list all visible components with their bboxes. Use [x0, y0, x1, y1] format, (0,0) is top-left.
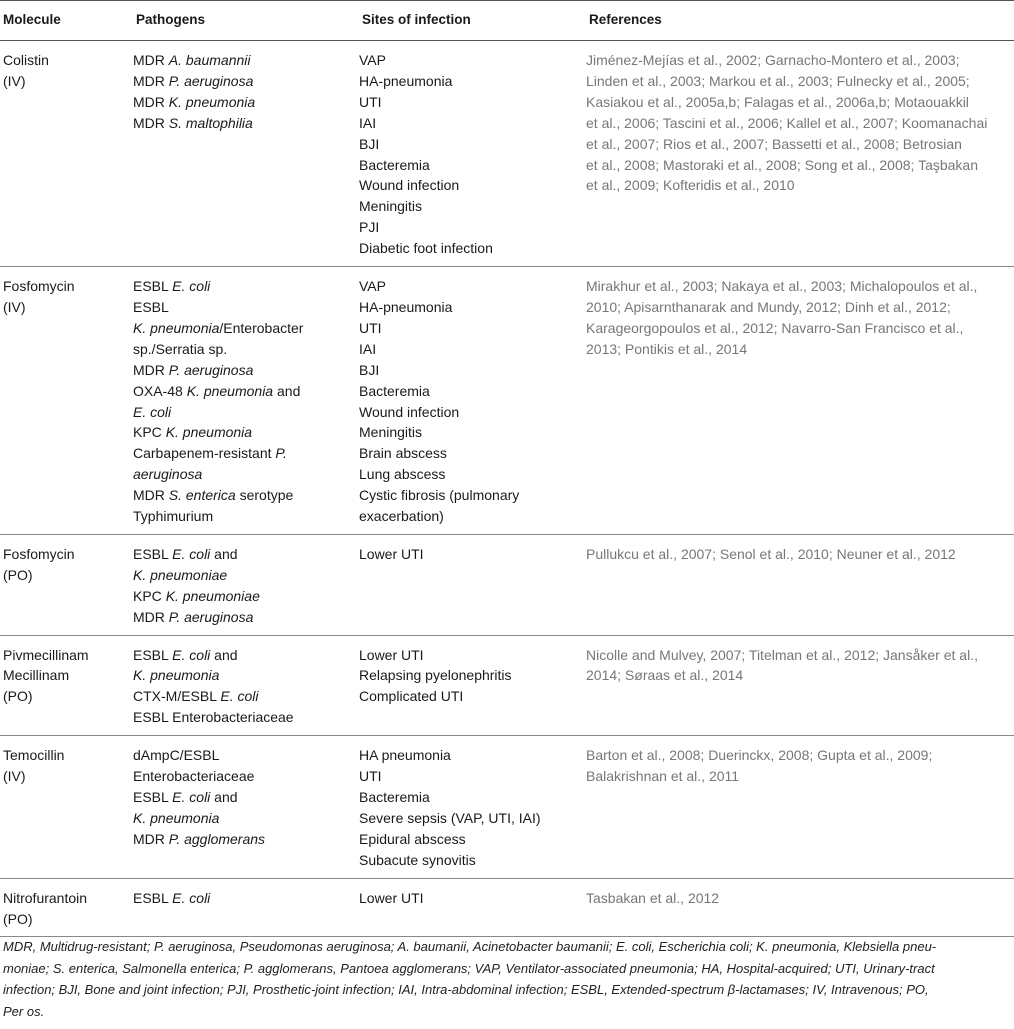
pathogen-prefix: OXA-48	[133, 382, 187, 399]
site-line: Lung abscess	[359, 466, 446, 483]
site-line: UTI	[359, 768, 382, 785]
pathogen-line	[133, 92, 359, 113]
reference-line: et al., 2009; Kofteridis et al., 2010	[586, 177, 795, 194]
pathogen-species: P.	[275, 445, 287, 462]
pathogen-prefix: MDR	[133, 830, 169, 847]
pathogen-species: K. pneumoniae	[133, 566, 228, 583]
pathogens-cell	[133, 267, 359, 535]
pathogen-species: aeruginosa	[133, 466, 203, 483]
references-cell	[586, 635, 1014, 736]
reference-line: et al., 2008; Mastoraki et al., 2008; Song et al., 2008; Taşbakan	[586, 156, 978, 173]
site-line: Severe sepsis (VAP, UTI, IAI)	[359, 809, 541, 826]
pathogen-line	[133, 745, 359, 766]
pathogen-prefix: ESBL Enterobacteriaceae	[133, 709, 294, 726]
molecule-line: (IV)	[3, 768, 26, 785]
site-line: PJI	[359, 219, 380, 236]
site-line: Meningitis	[359, 424, 423, 441]
pathogen-line	[133, 276, 359, 297]
pathogen-line	[133, 707, 359, 728]
site-line: Wound infection	[359, 403, 460, 420]
site-line: UTI	[359, 93, 382, 110]
pathogen-species: E. coli	[172, 278, 211, 295]
molecule-line: (PO)	[3, 566, 33, 583]
molecule-line: Pivmecillinam	[3, 646, 89, 663]
site-line: Relapsing pyelonephritis	[359, 667, 512, 684]
molecule-line: Mecillinam	[3, 667, 70, 684]
pathogen-species: K. pneumonia	[133, 667, 220, 684]
table-row	[0, 267, 1014, 535]
site-line: Complicated UTI	[359, 688, 464, 705]
molecule-cell	[0, 878, 133, 937]
table-body	[0, 41, 1014, 937]
table-header	[0, 1, 1014, 41]
site-line: Bacteremia	[359, 156, 430, 173]
pathogens-cell	[133, 635, 359, 736]
pathogen-line	[133, 297, 359, 318]
molecule-line: (IV)	[3, 298, 26, 315]
sites-cell	[359, 41, 586, 267]
pathogen-line	[133, 645, 359, 666]
pathogen-prefix: CTX-M/ESBL	[133, 688, 221, 705]
pathogen-prefix: ESBL	[133, 545, 173, 562]
reference-line: et al., 2006; Tascini et al., 2006; Kallel et al., 2007; Koomanachai	[586, 114, 988, 131]
pathogen-line	[133, 565, 359, 586]
pathogen-line	[133, 318, 359, 339]
pathogen-suffix: and	[210, 545, 238, 562]
pathogen-line	[133, 50, 359, 71]
reference-line: Mirakhur et al., 2003; Nakaya et al., 2003; Michalopoulos et al.,	[586, 278, 978, 295]
reference-line: Tasbakan et al., 2012	[586, 889, 720, 906]
site-line: VAP	[359, 52, 386, 68]
references-cell	[586, 41, 1014, 267]
pathogen-prefix: Typhimurium	[133, 508, 214, 525]
reference-line: Kasiakou et al., 2005a,b; Falagas et al., 2006a,b; Motaouakkil	[586, 93, 969, 110]
molecule-line: (PO)	[3, 688, 33, 705]
table-row	[0, 878, 1014, 937]
pathogen-line	[133, 506, 359, 527]
pathogens-cell	[133, 41, 359, 267]
reference-line: Jiménez-Mejías et al., 2002; Garnacho-Montero et al., 2003;	[586, 52, 960, 68]
site-line: Diabetic foot infection	[359, 240, 493, 257]
site-line: UTI	[359, 319, 382, 336]
header-sites: Sites of infection	[359, 1, 586, 41]
pathogen-line	[133, 787, 359, 808]
site-line: HA pneumonia	[359, 747, 451, 764]
table-footnote	[3, 936, 1011, 1022]
molecule-line: Nitrofurantoin	[3, 889, 88, 906]
molecule-line: Colistin	[3, 52, 49, 68]
table-row	[0, 736, 1014, 878]
pathogen-species: E. coli	[220, 688, 259, 705]
site-line: BJI	[359, 361, 380, 378]
site-line: Wound infection	[359, 177, 460, 194]
pathogens-cell	[133, 878, 359, 937]
pathogen-line	[133, 464, 359, 485]
pathogen-species: S. maltophilia	[168, 114, 253, 131]
references-cell	[586, 267, 1014, 535]
pathogen-species: S. enterica	[168, 487, 236, 504]
pathogen-prefix: Carbapenem-resistant	[133, 445, 276, 462]
reference-line: Linden et al., 2003; Markou et al., 2003; Fulnecky et al., 2005;	[586, 72, 970, 89]
header-references: References	[586, 1, 1014, 41]
site-line: Meningitis	[359, 198, 423, 215]
pathogen-line	[133, 443, 359, 464]
site-line: Bacteremia	[359, 789, 430, 805]
references-cell	[586, 878, 1014, 937]
footnote-line: moniae; S. enterica, Salmonella enterica; P. agglomerans, Pantoea agglomerans; VAP, Ventilator-associated pneumonia; HA, Hospital-acquired; UTI, Urinary-tract	[3, 960, 935, 976]
pathogen-line	[133, 485, 359, 506]
pathogen-suffix: /Enterobacter	[219, 319, 304, 336]
pathogens-cell	[133, 534, 359, 635]
molecule-line: Fosfomycin	[3, 278, 75, 295]
pathogen-species: E. coli	[172, 646, 211, 663]
molecule-cell	[0, 267, 133, 535]
sites-cell	[359, 635, 586, 736]
pathogen-species: K. pneumonia	[133, 809, 220, 826]
site-line: Cystic fibrosis (pulmonary	[359, 487, 520, 504]
header-pathogens: Pathogens	[133, 1, 359, 41]
reference-line: Pullukcu et al., 2007; Senol et al., 2010; Neuner et al., 2012	[586, 545, 956, 562]
pathogen-species: K. pneumoniae	[165, 587, 260, 604]
table-row	[0, 41, 1014, 267]
reference-line: et al., 2007; Rios et al., 2007; Bassetti et al., 2008; Betrosian	[586, 135, 962, 152]
pathogen-line	[133, 402, 359, 423]
pathogen-species: E. coli	[133, 403, 172, 420]
pathogen-line	[133, 808, 359, 829]
pathogen-prefix: MDR	[133, 487, 169, 504]
pathogen-line	[133, 381, 359, 402]
site-line: VAP	[359, 278, 386, 295]
header-molecule: Molecule	[0, 1, 133, 41]
molecule-cell	[0, 41, 133, 267]
pathogen-species: K. pneumonia	[165, 424, 253, 441]
reference-line: Nicolle and Mulvey, 2007; Titelman et al., 2012; Jansåker et al.,	[586, 646, 978, 663]
table-row	[0, 534, 1014, 635]
site-line: Lower UTI	[359, 545, 424, 562]
pathogen-prefix: dAmpC/ESBL	[133, 747, 220, 764]
footnote-line: MDR, Multidrug-resistant; P. aeruginosa, Pseudomonas aeruginosa; A. baumanii, Acinetobacter baumanii; E. coli, Escherichia coli; K. pneumonia, Klebsiella pneu-	[3, 939, 937, 954]
pathogen-line	[133, 544, 359, 565]
reference-line: Balakrishnan et al., 2011	[586, 768, 740, 785]
pathogen-line	[133, 113, 359, 134]
pathogen-prefix: MDR	[133, 114, 169, 131]
pathogen-line	[133, 607, 359, 628]
pathogen-prefix: MDR	[133, 72, 169, 89]
footnote-line: infection; BJI, Bone and joint infection; PJI, Prosthetic-joint infection; IAI, Intra-abdominal infection; ESBL, Extended-spectrum β-lactamases; IV, Intravenous; PO,	[3, 982, 929, 997]
pathogen-species: P. agglomerans	[168, 830, 266, 847]
reference-line: Karageorgopoulos et al., 2012; Navarro-San Francisco et al.,	[586, 319, 964, 336]
site-line: Subacute synovitis	[359, 851, 476, 868]
pathogen-species: K. pneumonia	[133, 319, 220, 336]
site-line: exacerbation)	[359, 508, 444, 525]
pathogen-species: A. baumannii	[168, 52, 251, 68]
molecule-line: (PO)	[3, 910, 33, 927]
pathogen-prefix: MDR	[133, 608, 169, 625]
pathogen-suffix: and	[210, 646, 238, 663]
pathogen-line	[133, 71, 359, 92]
references-cell	[586, 736, 1014, 878]
molecule-line: Temocillin	[3, 747, 65, 764]
site-line: HA-pneumonia	[359, 298, 453, 315]
site-line: Lower UTI	[359, 646, 424, 663]
molecule-line: (IV)	[3, 72, 26, 89]
pathogen-prefix: MDR	[133, 52, 169, 68]
pathogen-prefix: KPC	[133, 587, 166, 604]
sites-cell	[359, 534, 586, 635]
pathogen-species: K. pneumonia	[186, 382, 274, 399]
pathogen-prefix: ESBL	[133, 278, 173, 295]
pathogen-line	[133, 766, 359, 787]
site-line: IAI	[359, 114, 377, 131]
sites-cell	[359, 878, 586, 937]
site-line: HA-pneumonia	[359, 72, 453, 89]
pathogen-suffix: serotype	[235, 487, 294, 504]
pathogen-line	[133, 686, 359, 707]
reference-line: 2010; Apisarnthanarak and Mundy, 2012; Dinh et al., 2012;	[586, 298, 951, 315]
pathogen-line	[133, 888, 359, 909]
pathogen-species: P. aeruginosa	[168, 608, 254, 625]
pathogen-line	[133, 665, 359, 686]
pathogen-prefix: MDR	[133, 93, 169, 110]
pathogen-prefix: ESBL	[133, 646, 173, 663]
site-line: Brain abscess	[359, 445, 447, 462]
molecule-cell	[0, 534, 133, 635]
pathogen-species: E. coli	[172, 789, 211, 805]
pathogen-species: P. aeruginosa	[168, 72, 254, 89]
reference-line: 2014; Søraas et al., 2014	[586, 667, 744, 684]
site-line: Bacteremia	[359, 382, 430, 399]
pathogen-species: P. aeruginosa	[168, 361, 254, 378]
molecule-cell	[0, 635, 133, 736]
site-line: Epidural abscess	[359, 830, 466, 847]
pathogens-cell	[133, 736, 359, 878]
site-line: BJI	[359, 135, 380, 152]
site-line: IAI	[359, 340, 377, 357]
pathogen-prefix: ESBL	[133, 789, 173, 805]
sites-cell	[359, 736, 586, 878]
pathogen-prefix: sp./Serratia sp.	[133, 340, 228, 357]
pathogen-line	[133, 586, 359, 607]
pathogen-prefix: MDR	[133, 361, 169, 378]
pathogen-line	[133, 829, 359, 850]
reference-line: Barton et al., 2008; Duerinckx, 2008; Gupta et al., 2009;	[586, 747, 933, 764]
pathogen-species: K. pneumonia	[168, 93, 256, 110]
pathogen-line	[133, 339, 359, 360]
footnote-line: Per os.	[3, 1003, 45, 1019]
pathogen-line	[133, 360, 359, 381]
pathogen-prefix: Enterobacteriaceae	[133, 768, 255, 785]
reference-line: 2013; Pontikis et al., 2014	[586, 340, 748, 357]
pathogen-suffix: and	[210, 789, 238, 805]
pathogen-suffix: and	[273, 382, 301, 399]
pathogen-species: E. coli	[172, 889, 211, 906]
pathogen-species: E. coli	[172, 545, 211, 562]
sites-cell	[359, 267, 586, 535]
pathogen-line	[133, 422, 359, 443]
pathogen-prefix: ESBL	[133, 889, 173, 906]
table-row	[0, 635, 1014, 736]
molecule-line: Fosfomycin	[3, 545, 75, 562]
molecule-cell	[0, 736, 133, 878]
header-row	[0, 1, 1014, 41]
site-line: Lower UTI	[359, 889, 424, 906]
pathogen-prefix: KPC	[133, 424, 166, 441]
pathogen-prefix: ESBL	[133, 298, 169, 315]
references-cell	[586, 534, 1014, 635]
